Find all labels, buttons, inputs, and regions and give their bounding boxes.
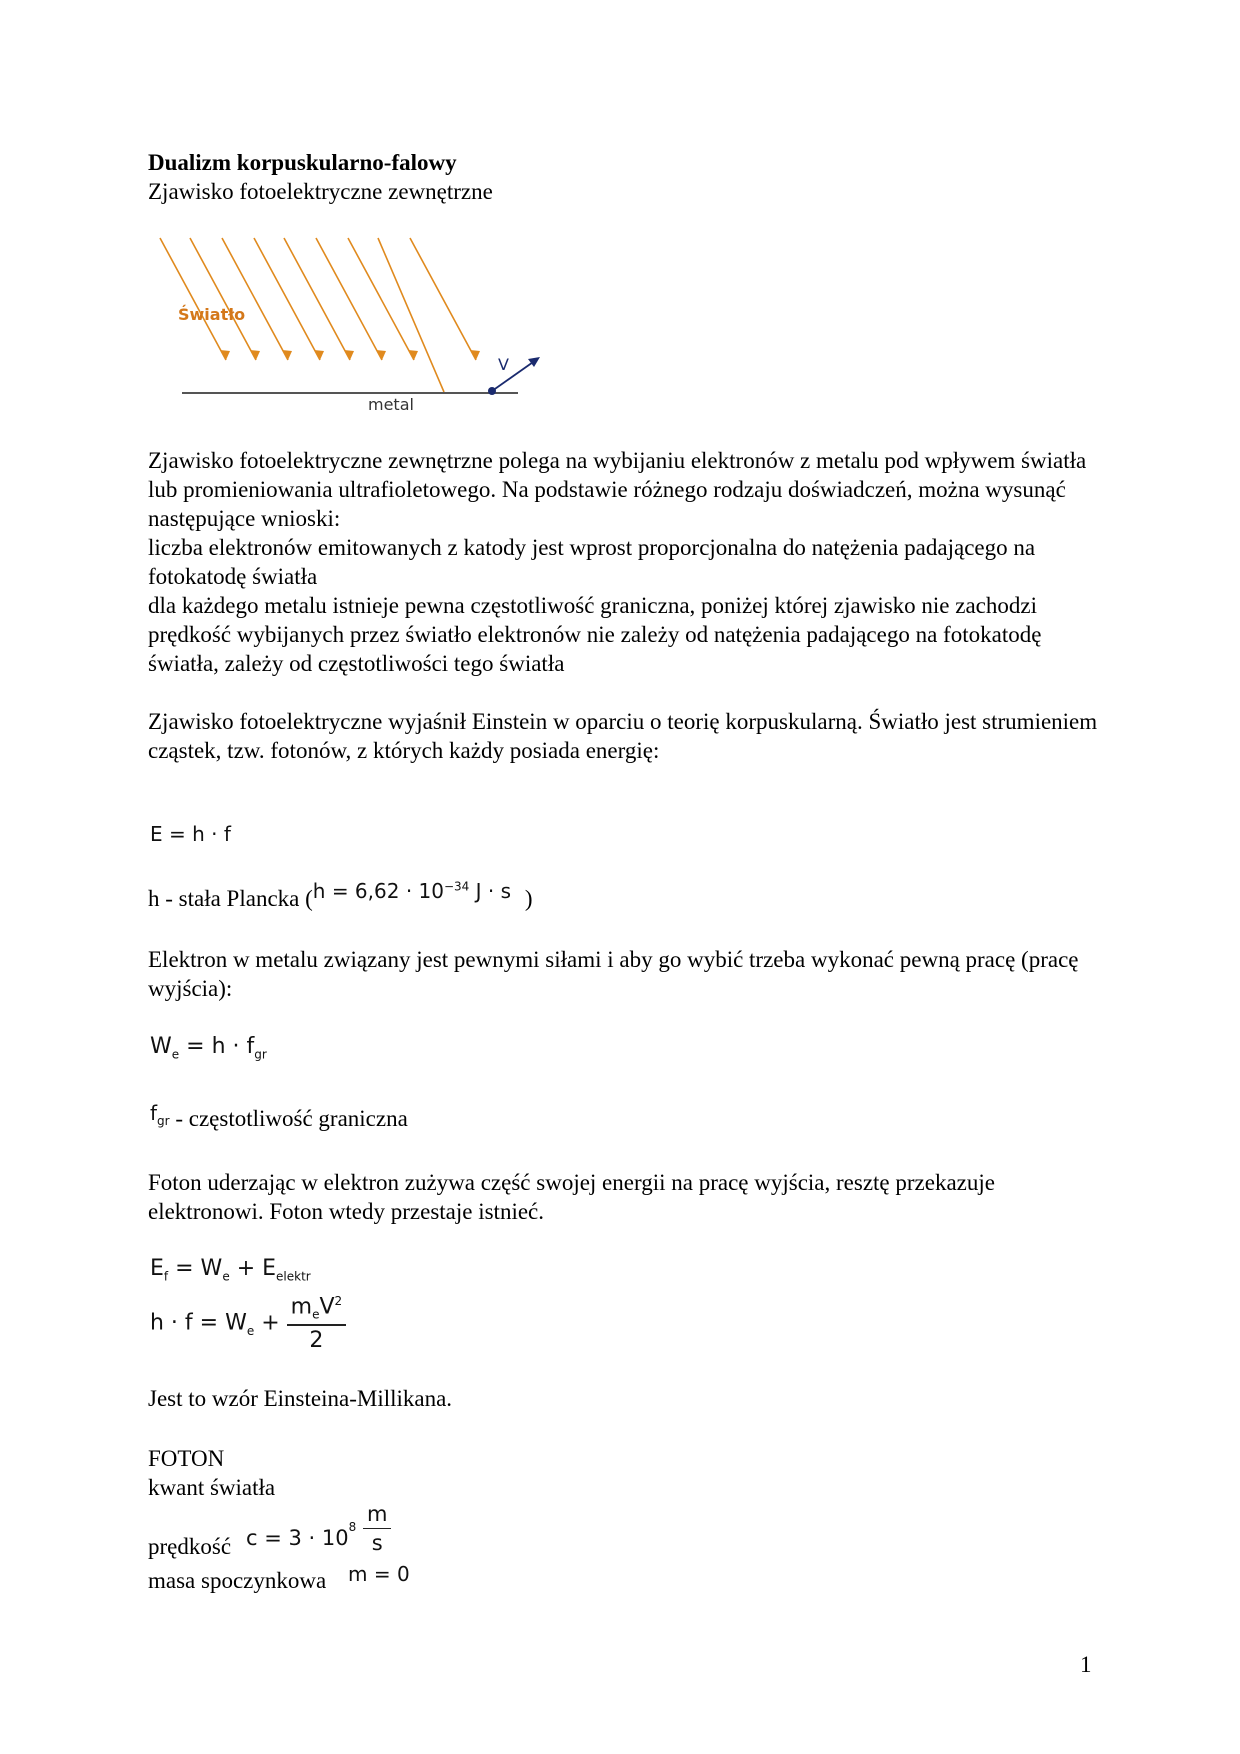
einstein-paragraph: Zjawisko fotoelektryczne wyjaśnił Einstein w oparciu o teorię korpuskularną. Światło jest strumieniem cząstek, tzw. fotonów, z których każdy posiada energię: xyxy=(148,709,1098,763)
speed-label: prędkość xyxy=(148,1534,232,1559)
subtitle: Zjawisko fotoelektryczne zewnętrzne xyxy=(148,179,493,204)
fgr-text: - częstotliwość graniczna xyxy=(169,1106,408,1131)
metal-label: metal xyxy=(368,395,414,412)
formula-name: Jest to wzór Einsteina-Millikana. xyxy=(148,1386,453,1411)
photoelectric-diagram xyxy=(150,232,550,412)
foton-heading: FOTON xyxy=(148,1446,225,1471)
mass-equation: m = 0 xyxy=(348,1562,410,1586)
light-label: Światło xyxy=(178,305,246,324)
intro-section xyxy=(148,446,1098,765)
foton-line1: kwant światła xyxy=(148,1475,276,1500)
planck-close: ) xyxy=(524,886,533,911)
speed-equation: $c = 3 \cdot 10^8$ $\frac{m}{s}$ xyxy=(246,1502,391,1555)
planck-value: $h = 6,62 \cdot 10^{-34}$ J · s xyxy=(312,879,512,903)
mass-label: masa spoczynkowa xyxy=(148,1568,327,1593)
planck-line xyxy=(148,879,533,912)
speed-unit-fraction: $\frac{m}{s}$ xyxy=(363,1502,391,1555)
photon-paragraph: Foton uderzając w elektron zużywa część swojej energii na pracę wyjścia, resztę przekazuje elektronowi. Foton wtedy przestaje istnieć. xyxy=(148,1170,995,1224)
ray-arrowheads xyxy=(220,350,480,360)
equation-einstein-millikan: $h \cdot f = W_e$ + $\frac{m_eV^2}{2}$ xyxy=(150,1294,346,1353)
page-title: Dualizm korpuskularno-falowy xyxy=(148,150,457,175)
conclusion-1: liczba elektronów emitowanych z katody jest wprost proporcjonalna do natężenia padającego na fotokatodę światła xyxy=(148,535,1036,589)
equation-energy-balance: $E_f = W_e + E_{elektr}$ xyxy=(150,1256,311,1284)
conclusion-3: prędkość wybijanych przez światło elektronów nie zależy od natężenia padającego na fotokatodę światła, zależy od częstotliwości tego światła xyxy=(148,622,1042,676)
equation-work: $W_e = h \cdot f_{gr}$ xyxy=(150,1034,267,1062)
foton-section xyxy=(148,1444,275,1502)
velocity-label: V xyxy=(498,355,509,374)
conclusion-2: dla każdego metalu istnieje pewna częstotliwość graniczna, poniżej której zjawisko nie zachodzi xyxy=(148,593,1037,618)
planck-label: h - stała Plancka ( xyxy=(148,886,313,911)
fgr-symbol: $f_{gr}$ xyxy=(150,1101,170,1128)
equation-energy: E = h · f xyxy=(150,822,231,846)
fgr-line xyxy=(150,1101,408,1134)
kinetic-energy-fraction: $\frac{m_eV^2}{2}$ xyxy=(287,1294,347,1353)
page-content xyxy=(148,148,1098,206)
intro-paragraph: Zjawisko fotoelektryczne zewnętrzne polega na wybijaniu elektronów z metalu pod wpływem światła lub promieniowania ultrafioletowego. Na podstawie różnego rodzaju doświadczeń, można wysunąć następujące wnioski: xyxy=(148,448,1087,531)
work-paragraph: Elektron w metalu związany jest pewnymi siłami i aby go wybić trzeba wykonać pewną pracę (pracę wyjścia): xyxy=(148,947,1079,1001)
page-number: 1 xyxy=(1080,1652,1092,1677)
velocity-arrowhead xyxy=(528,357,540,367)
